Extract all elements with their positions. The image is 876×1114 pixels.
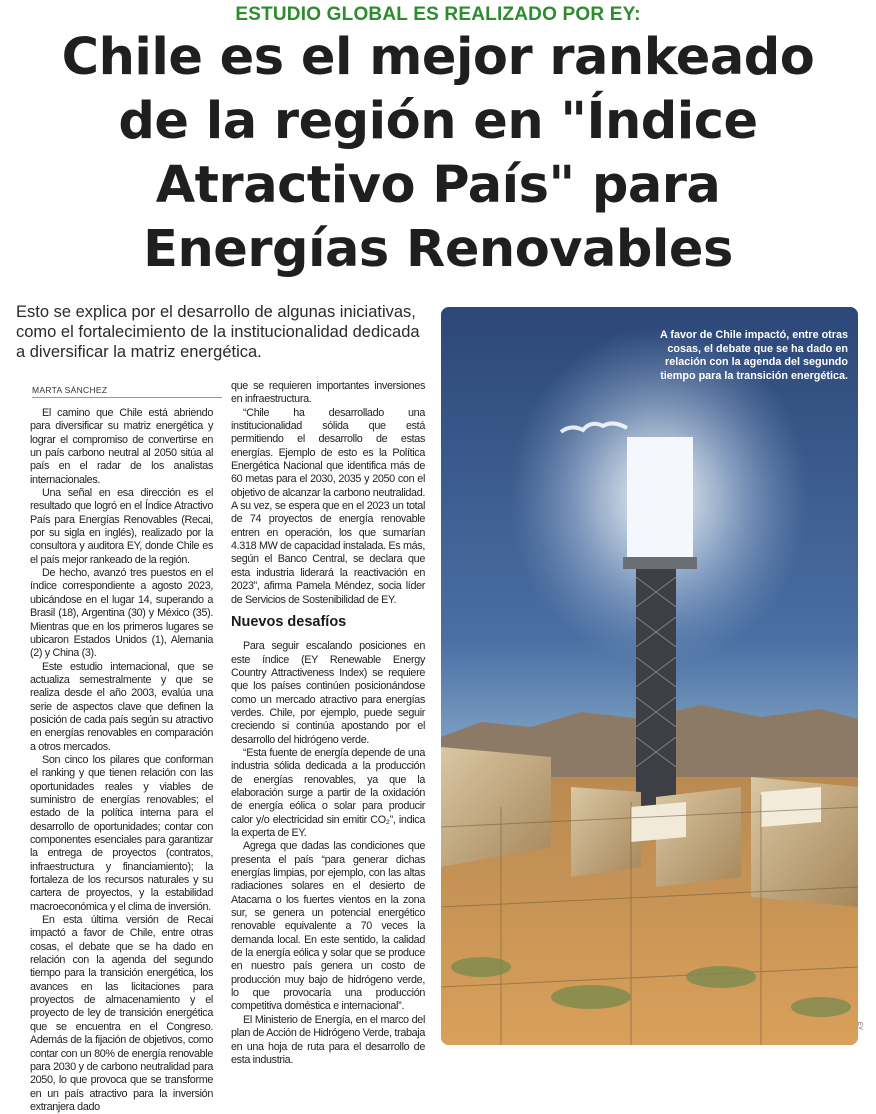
- byline-divider: [32, 397, 222, 398]
- body-paragraph: que se requieren importantes inversiones en infraestructura.: [231, 380, 425, 406]
- caption-line: relación con la agenda del segundo: [665, 356, 848, 368]
- photo-caption: [608, 329, 848, 383]
- article-deck: [16, 302, 426, 362]
- body-paragraph: “Esta fuente de energía depende de una industria sólida dedicada a la producción de energías renovables, ya que la elaboración surge a partir de la oxidación de energía eólica o solar para producir calor y/o electricidad sin emitir CO₂”, indica la experta de EY.: [231, 746, 425, 839]
- caption-line: A favor de Chile impactó, entre otras: [660, 329, 848, 341]
- caption-line: tiempo para la transición energética.: [660, 369, 848, 382]
- body-paragraph: Una señal en esa dirección es el resultado que logró en el Índice Atractivo País para Energías Renovables (Recai, por su sigla en inglés), realizado por la consultora y auditora EY, donde Chile es el país mejor rankeado de la región.: [30, 487, 213, 566]
- deck-line: como el fortalecimiento de la institucionalidad dedicada: [16, 323, 420, 341]
- article-headline: [0, 26, 876, 282]
- article-kicker: ESTUDIO GLOBAL ES REALIZADO POR EY:: [235, 4, 641, 25]
- body-paragraph: De hecho, avanzó tres puestos en el índice correspondiente a agosto 2023, ubicándose en el lugar 14, superando a Brasil (18), Argentina (30) y México (35). Mientras que en los primeros lugares se ubicaron Estados Unidos (1), Alemania (2) y China (3).: [30, 567, 213, 660]
- body-paragraph: Agrega que dadas las condiciones que presenta el país “para generar dichas energías limpias, por ejemplo, con las altas radiaciones solares en el desierto de Atacama o los fuertes vientos en la zona sur, se genera un potencial energético renovable equivalente a 70 veces la demanda local. En este sentido, la calidad de la energía eólica y solar que se produce en nuestro país genera un costo de producción muy bajo de hidrógeno verde, lo que provocaría una producción competitiva doméstica e internacional”.: [231, 840, 425, 1013]
- body-paragraph: Este estudio internacional, que se actualiza semestralmente y que se realiza desde el año 2003, evalúa una serie de aspectos clave que definen la posición de cada país según su atractivo en energías renovables en comparación a otros mercados.: [30, 660, 213, 753]
- article-byline: MARTA SÁNCHEZ: [32, 385, 108, 395]
- body-column-1: [30, 407, 213, 1114]
- photo-illustration: [441, 307, 858, 1045]
- body-column-2: [231, 380, 425, 1067]
- headline-line: Chile es el mejor rankeado: [61, 28, 815, 87]
- body-paragraph: Son cinco los pilares que conforman el ranking y que tienen relación con las oportunidades reales y viables de suministro de energías renovables; el estado de la política interna para el desarrollo de oportunidades; contar con componentes esenciales para garantizar la entrega de proyectos (contratos, infraestructura y financiamiento); la fortaleza de los recursos naturales y su cartera de proyectos, y la estabilidad macroeconómica y el clima de inversión.: [30, 753, 213, 913]
- headline-line: Atractivo País" para: [155, 156, 721, 215]
- caption-line: cosas, el debate que se ha dado en: [667, 342, 848, 355]
- section-subhead: Nuevos desafíos: [231, 613, 347, 630]
- solar-tower-photo: [441, 307, 858, 1045]
- body-paragraph: El Ministerio de Energía, en el marco del plan de Acción de Hidrógeno Verde, trabaja en una hoja de ruta para el desarrollo de esta industria.: [231, 1013, 425, 1066]
- deck-line: Esto se explica por el desarrollo de algunas iniciativas,: [16, 303, 416, 321]
- deck-line: a diversificar la matriz energética.: [16, 343, 262, 361]
- body-paragraph: “Chile ha desarrollado una institucionalidad sólida que está permitiendo el desarrollo de estas energías. Ejemplo de esto es la Política Energética Nacional que identifica más de 60 metas para el 2030, 2035 y 2050 con el objetivo de alcanzar la carbono neutralidad. A su vez, se espera que en el 2023 un total de 74 proyectos de energía renovable entren en operación, los que sumarían 4.318 MW de capacidad instalada. Es más, según el Banco Central, se declara que esta industria liderará la reactivación en 2023”, afirma Pamela Méndez, socia líder de Servicios de Sostenibilidad de EY.: [231, 406, 425, 606]
- photo-credit: EY: [856, 1022, 862, 1031]
- body-paragraph: Para seguir escalando posiciones en este índice (EY Renewable Energy Country Attractiveness Index) se requiere que los países continúen posicionándose como un mercado atractivo para energías verdes. Chile, por ejemplo, puede seguir creciendo si continúa apostando por el desarrollo del hidrógeno verde.: [231, 640, 425, 746]
- body-paragraph: El camino que Chile está abriendo para diversificar su matriz energética y lograr el compromiso de convertirse en un país carbono neutral al 2050 sitúa al país en el radar de los analistas internacionales.: [30, 407, 213, 486]
- body-paragraph: En esta última versión de Recai impactó a favor de Chile, entre otras cosas, el debate que se ha dado en relación con la agenda del segundo tiempo para la transición energética, los avances en las licitaciones para proyectos de almacenamiento y el proyecto de ley de transición energética que se encuentra en el Congreso. Además de la fijación de objetivos, como contar con un 80% de energía renovable para 2030 y de carbono neutralidad para 2050, lo que provoca que se transforme en un país atractivo para la inversión extranjera dado: [30, 914, 213, 1113]
- headline-line: de la región en "Índice: [118, 92, 758, 151]
- headline-line: Energías Renovables: [143, 220, 733, 279]
